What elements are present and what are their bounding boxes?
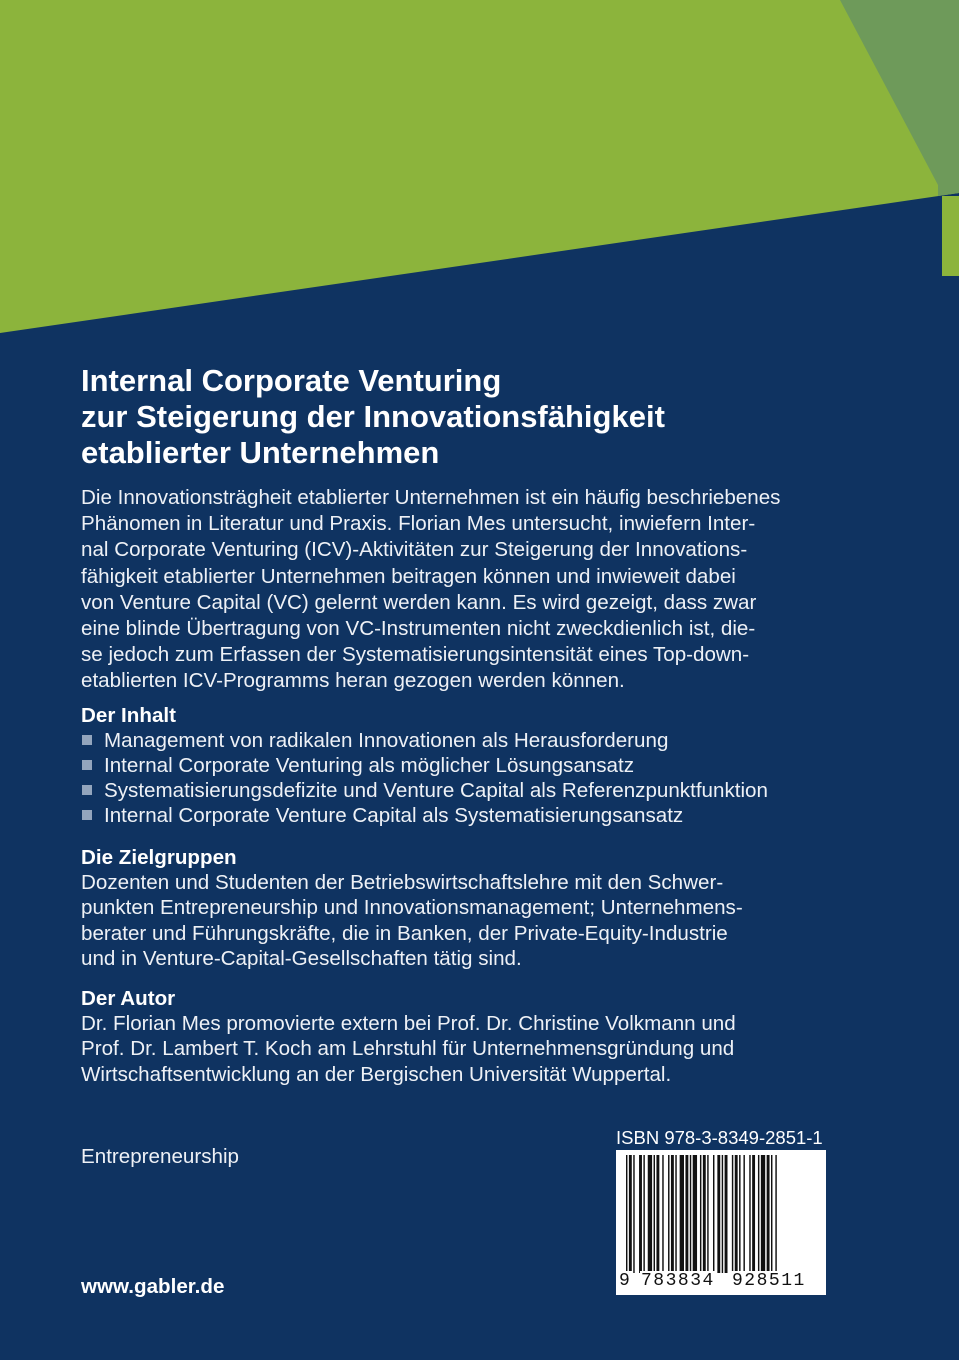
isbn-barcode <box>616 1150 826 1295</box>
description-line: se jedoch zum Erfassen der Systematisierungsintensität eines Top-down- <box>81 643 750 667</box>
barcode-bar <box>629 1155 632 1273</box>
barcode-bar <box>735 1155 738 1273</box>
zielgruppen-line: berater und Führungskräfte, die in Banken, der Private-Equity-Industrie <box>81 921 728 945</box>
title-line: zur Steigerung der Innovationsfähigkeit <box>81 399 665 434</box>
barcode-bar <box>761 1155 765 1273</box>
inhalt-heading: Der Inhalt <box>81 704 176 727</box>
barcode-bar <box>693 1155 697 1273</box>
bullet-square-icon <box>82 735 92 745</box>
barcode-bar <box>648 1155 652 1273</box>
list-item-text: Systematisierungsdefizite und Venture Capital als Referenzpunktfunktion <box>104 779 768 802</box>
zielgruppen-line: Dozenten und Studenten der Betriebswirtschaftslehre mit den Schwer- <box>81 871 724 894</box>
zielgruppen-line: punkten Entrepreneurship und Innovationsmanagement; Unternehmens- <box>81 896 743 920</box>
zielgruppen-line: und in Venture-Capital-Gesellschaften tätig sind. <box>81 946 522 970</box>
bullet-square-icon <box>82 760 92 770</box>
barcode-bar <box>643 1155 644 1273</box>
barcode-bar <box>717 1155 720 1273</box>
barcode-bar <box>713 1155 714 1273</box>
autor-text <box>81 1011 881 1087</box>
list-item <box>81 803 901 828</box>
barcode-bar <box>775 1155 776 1273</box>
list-item <box>81 728 901 753</box>
barcode-bar <box>749 1155 750 1273</box>
barcode-bar <box>752 1155 755 1273</box>
bullet-square-icon <box>82 785 92 795</box>
barcode-bar <box>700 1155 701 1273</box>
zielgruppen-text <box>81 870 881 971</box>
description-line: fähigkeit etablierter Unternehmen beitragen können und inwieweit dabei <box>81 564 736 588</box>
list-item <box>81 778 901 803</box>
lime-green-band <box>0 0 959 333</box>
barcode-bar <box>743 1155 744 1273</box>
barcode-bar <box>732 1155 733 1273</box>
title-line: etablierter Unternehmen <box>81 435 440 470</box>
list-item-text: Internal Corporate Venturing als möglicher Lösungsansatz <box>104 754 635 777</box>
barcode-digit-first: 9 <box>619 1271 632 1291</box>
barcode-bar <box>703 1155 706 1273</box>
green-edge-strip <box>942 196 959 276</box>
autor-line: Prof. Dr. Lambert T. Koch am Lehrstuhl für Unternehmensgründung und <box>81 1037 735 1061</box>
barcode-bar <box>767 1155 770 1273</box>
autor-line: Dr. Florian Mes promovierte extern bei Prof. Dr. Christine Volkmann und <box>81 1012 736 1035</box>
title-line: Internal Corporate Venturing <box>81 363 502 398</box>
barcode-bar <box>771 1155 772 1273</box>
barcode-bar <box>739 1155 740 1273</box>
barcode-bar <box>680 1155 684 1273</box>
barcode-digits <box>616 1268 826 1295</box>
book-title <box>81 363 901 471</box>
description-line: Phänomen in Literatur und Praxis. Florian Mes untersucht, inwiefern Inter- <box>81 512 756 536</box>
barcode-bar <box>690 1155 691 1273</box>
series-name: Entrepreneurship <box>81 1145 239 1168</box>
barcode-bar <box>675 1155 676 1273</box>
description-line: Die Innovationsträgheit etablierter Unternehmen ist ein häufig beschriebenes <box>81 486 781 509</box>
description-line: von Venture Capital (VC) gelernt werden kann. Es wird gezeigt, dass zwar <box>81 590 757 614</box>
description-paragraph <box>81 485 881 695</box>
barcode-bar <box>725 1155 728 1273</box>
inhalt-list <box>81 728 901 828</box>
barcode-digits-right: 928511 <box>732 1271 806 1291</box>
barcode-bar <box>685 1155 688 1273</box>
barcode-bar <box>626 1155 627 1273</box>
barcode-bar <box>639 1155 642 1273</box>
barcode-bar <box>633 1155 634 1273</box>
bullet-square-icon <box>82 810 92 820</box>
barcode-bar <box>671 1155 674 1273</box>
description-line: etablierten ICV-Programms heran gezogen werden können. <box>81 669 625 693</box>
barcode-bar <box>662 1155 663 1273</box>
barcode-bar <box>656 1155 659 1273</box>
publisher-website: www.gabler.de <box>81 1275 225 1298</box>
barcode-bar <box>722 1155 723 1273</box>
barcode-bar <box>758 1155 759 1273</box>
description-line: eine blinde Übertragung von VC-Instrumenten nicht zweckdienlich ist, die- <box>81 617 756 641</box>
zielgruppen-heading: Die Zielgruppen <box>81 846 237 869</box>
isbn-label: ISBN 978-3-8349-2851-1 <box>616 1127 823 1148</box>
autor-heading: Der Autor <box>81 987 176 1010</box>
list-item-text: Management von radikalen Innovationen als Herausforderung <box>104 729 669 752</box>
barcode-bar <box>654 1155 655 1273</box>
barcode-bar <box>707 1155 708 1273</box>
list-item-text: Internal Corporate Venture Capital als Systematisierungsansatz <box>104 804 684 827</box>
barcode-bar <box>668 1155 669 1273</box>
autor-line: Wirtschaftsentwicklung an der Bergischen Universität Wuppertal. <box>81 1062 672 1086</box>
description-line: nal Corporate Venturing (ICV)-Aktivitäten zur Steigerung der Innovations- <box>81 538 748 562</box>
list-item <box>81 753 901 778</box>
barcode-digits-left: 783834 <box>641 1271 715 1291</box>
